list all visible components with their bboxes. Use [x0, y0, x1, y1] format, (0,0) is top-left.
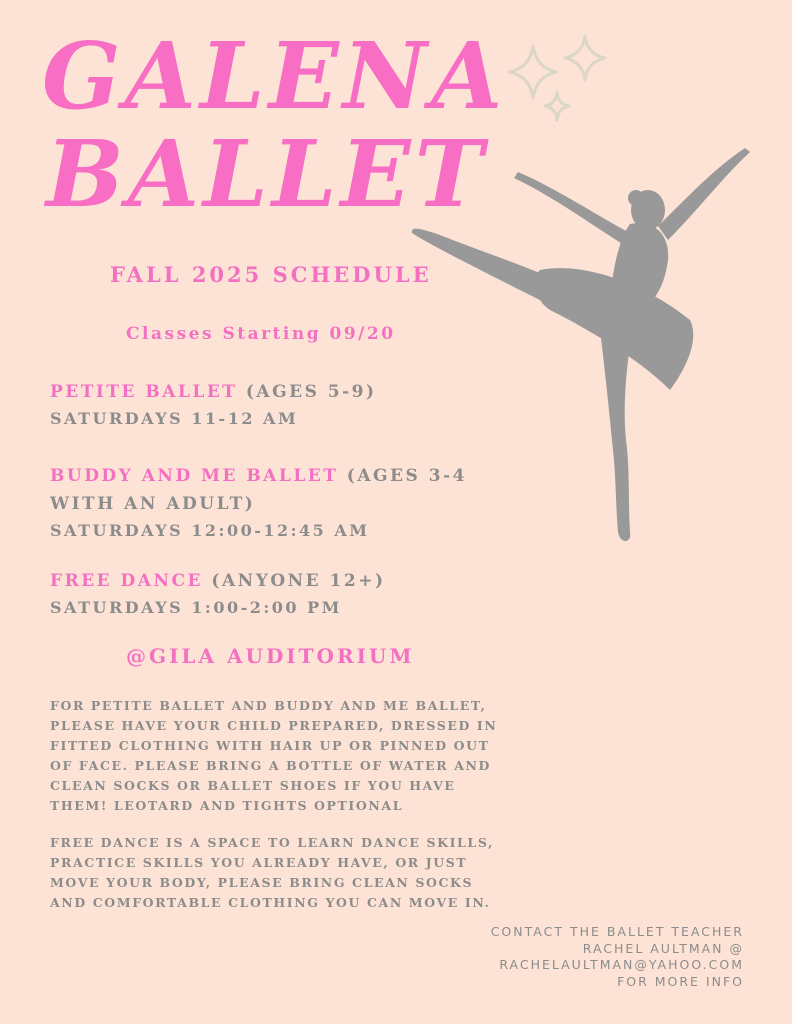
- note-paragraph: FOR PETITE BALLET AND BUDDY AND ME BALLET, PLEASE HAVE YOUR CHILD PREPARED, DRESSED IN FITTED CLOTHING WITH HAIR UP OR PINNED OUT OF FACE. PLEASE BRING A BOTTLE OF WATER AND CLEAN SOCKS OR BALLET SHOES IF YOU HAVE THEM! LEOTARD AND TIGHTS OPTIONAL: [50, 698, 498, 813]
- note-paragraph: FREE DANCE IS A SPACE TO LEARN DANCE SKILLS, PRACTICE SKILLS YOU ALREADY HAVE, OR JUST MOVE YOUR BODY, PLEASE BRING CLEAN SOCKS AND COMFORTABLE CLOTHING YOU CAN MOVE IN.: [50, 835, 494, 910]
- class-item-petite-ballet: [50, 378, 510, 432]
- contact-email[interactable]: RACHELAULTMAN@YAHOO.COM: [499, 957, 744, 972]
- contact-line: CONTACT THE BALLET TEACHER: [490, 924, 744, 939]
- class-ages: (AGES 5-9): [237, 382, 377, 402]
- start-date: Classes Starting 09/20: [126, 324, 396, 344]
- class-name: PETITE BALLET: [50, 382, 238, 402]
- class-time: SATURDAYS 11-12 AM: [50, 409, 299, 428]
- class-item-free-dance: [50, 567, 510, 621]
- class-name: FREE DANCE: [50, 571, 203, 591]
- contact-line: FOR MORE INFO: [617, 973, 744, 989]
- class-name: BUDDY AND ME BALLET: [50, 466, 339, 486]
- class-ages: (ANYONE 12+): [203, 571, 386, 591]
- class-ages: (AGES 3-4 WITH AN ADULT): [50, 466, 467, 514]
- contact-line: RACHEL AULTMAN @: [582, 940, 744, 956]
- season-heading: FALL 2025 SCHEDULE: [110, 262, 432, 287]
- title-line-1: GALENA: [42, 22, 507, 130]
- venue: @GILA AUDITORIUM: [126, 644, 415, 668]
- class-time: SATURDAYS 12:00-12:45 AM: [50, 521, 370, 540]
- class-time: SATURDAYS 1:00-2:00 PM: [50, 598, 342, 617]
- title-line-2: BALLET: [46, 120, 488, 228]
- contact-info: [424, 924, 744, 990]
- class-item-buddy-and-me: [50, 462, 510, 544]
- sparkles-icon: [495, 28, 615, 138]
